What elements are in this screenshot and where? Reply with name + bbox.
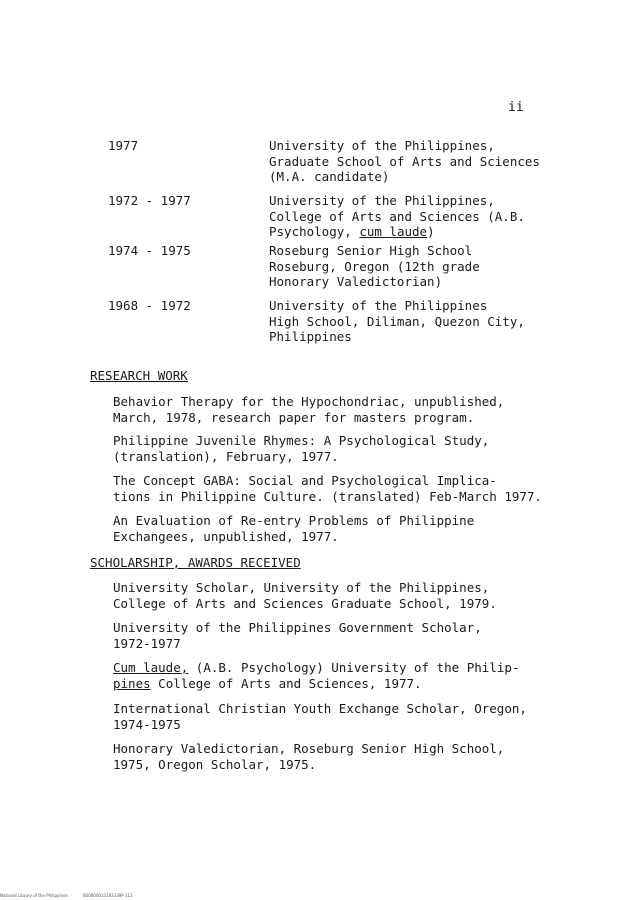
education-line: Roseburg Senior High School <box>269 243 473 258</box>
footer-text: BS0000033192339P 111 <box>83 893 133 898</box>
education-line-text: Psychology, <box>269 224 352 239</box>
scholarship-line-text: College of Arts and Sciences, 1977. <box>150 676 422 691</box>
education-line <box>269 224 629 240</box>
education-line: University of the Philippines <box>269 298 488 313</box>
education-line: (M.A. candidate) <box>269 169 390 184</box>
research-item <box>113 433 613 465</box>
education-line: High School, Diliman, Quezon City, <box>269 313 525 329</box>
education-line: College of Arts and Sciences (A.B. <box>269 208 525 224</box>
scholarship-line: College of Arts and Sciences Graduate School, 1979. <box>113 596 497 611</box>
research-line: (translation), February, 1977. <box>113 449 339 464</box>
research-line: Behavior Therapy for the Hypochondriac, unpublished, <box>113 394 505 409</box>
education-line: Philippines <box>269 329 352 344</box>
education-dates: 1977 <box>108 138 139 153</box>
research-line: March, 1978, research paper for masters program. <box>113 410 475 425</box>
research-line: The Concept GABA: Social and Psychological Implica- <box>113 473 497 488</box>
footer-text: National Library of the Philippines <box>0 893 68 898</box>
research-line: An Evaluation of Re-entry Problems of Philippine <box>113 513 475 528</box>
scholarship-line <box>113 676 613 692</box>
research-line: Philippine Juvenile Rhymes: A Psychological Study, <box>113 433 490 448</box>
scholarship-line <box>113 660 613 676</box>
scholarship-item <box>113 620 613 652</box>
education-line: University of the Philippines, <box>269 193 495 208</box>
honor-tail: ) <box>427 224 435 239</box>
scholarship-line: University of the Philippines Government Scholar, <box>113 620 482 635</box>
education-line: University of the Philippines, <box>269 138 495 153</box>
education-dates: 1968 - 1972 <box>108 298 191 313</box>
scholarship-line: 1975, Oregon Scholar, 1975. <box>113 757 317 772</box>
honor-text: cum laude <box>359 224 428 239</box>
scholarship-item <box>113 660 613 692</box>
research-item <box>113 513 613 545</box>
honor-text: pines <box>113 676 151 691</box>
education-line: Graduate School of Arts and Sciences <box>269 153 540 169</box>
research-line: tions in Philippine Culture. (translated) Feb-March 1977. <box>113 489 542 504</box>
scholarship-line: University Scholar, University of the Philippines, <box>113 580 490 595</box>
footer-watermark <box>0 893 147 898</box>
scholarship-item <box>113 580 613 612</box>
education-dates: 1974 - 1975 <box>108 243 191 258</box>
scholarship-line: 1972-1977 <box>113 636 181 651</box>
research-line: Exchangees, unpublished, 1977. <box>113 529 339 544</box>
education-description <box>269 138 629 185</box>
research-item <box>113 473 613 505</box>
research-item <box>113 394 613 426</box>
scholarship-heading: SCHOLARSHIP, AWARDS RECEIVED <box>90 555 301 570</box>
education-dates: 1972 - 1977 <box>108 193 191 208</box>
honor-text: Cum laude, <box>113 660 189 675</box>
scholarship-line: 1974-1975 <box>113 717 181 732</box>
scholarship-item <box>113 701 613 733</box>
scholarship-line: Honorary Valedictorian, Roseburg Senior High School, <box>113 741 505 756</box>
scholarship-line-text: (A.B. Psychology) University of the Philip- <box>188 660 520 675</box>
education-line: Roseburg, Oregon (12th grade <box>269 258 480 274</box>
research-heading: RESEARCH WORK <box>90 368 188 383</box>
page-number: ii <box>508 100 524 115</box>
scholarship-item <box>113 741 613 773</box>
scholarship-line: International Christian Youth Exchange Scholar, Oregon, <box>113 701 527 716</box>
education-description <box>269 243 629 290</box>
education-line: Honorary Valedictorian) <box>269 274 443 289</box>
education-description <box>269 193 629 240</box>
education-description <box>269 298 629 345</box>
